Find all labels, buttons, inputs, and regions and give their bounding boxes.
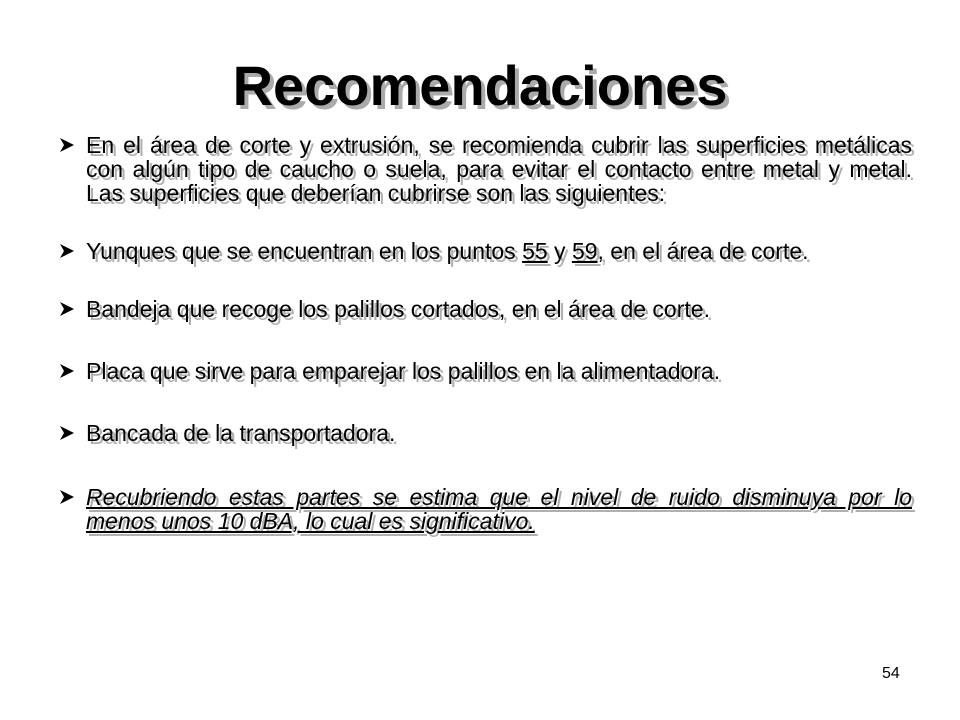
arrow-bullet-icon: [58, 424, 76, 442]
bullet-item: [56, 239, 912, 263]
slide-title: Recomendaciones: [232, 54, 728, 117]
bullet-item: [56, 485, 912, 533]
bullet-text: Bandeja que recoge los palillos cortados, en el área de corte.: [86, 296, 710, 322]
point-55-label: 55: [522, 238, 548, 264]
bullet-item: [56, 133, 912, 205]
conclusion-text: Recubriendo estas partes se estima que el nivel de ruido disminuya por lo menos unos 10 dBA, lo cual es significativo.: [86, 484, 912, 534]
bullet-text-start: Yunques que se encuentran en los puntos: [86, 238, 523, 264]
arrow-bullet-icon: [58, 136, 76, 154]
bullet-text: En el área de corte y extrusión, se recomienda cubrir las superficies metálicas con algún tipo de caucho o suela, para evitar el contacto entre metal y metal. Las superficies que deberían cubrirse son las siguientes:: [86, 132, 912, 206]
point-59-label: 59: [571, 238, 598, 264]
page-number: 54: [882, 665, 900, 682]
bullet-text-middle: y: [547, 238, 572, 264]
bullet-item: [56, 421, 912, 445]
bullet-text: Bancada de la transportadora.: [86, 420, 396, 446]
arrow-bullet-icon: [58, 362, 76, 380]
bullet-text: Placa que sirve para emparejar los palillos en la alimentadora.: [86, 358, 721, 384]
arrow-bullet-icon: [58, 488, 76, 506]
bullet-item: [56, 297, 912, 321]
arrow-bullet-icon: [58, 242, 76, 260]
arrow-bullet-icon: [58, 300, 76, 318]
bullet-item: [56, 359, 912, 383]
bullet-list: [56, 133, 912, 533]
bullet-text-end: , en el área de corte.: [597, 238, 809, 264]
